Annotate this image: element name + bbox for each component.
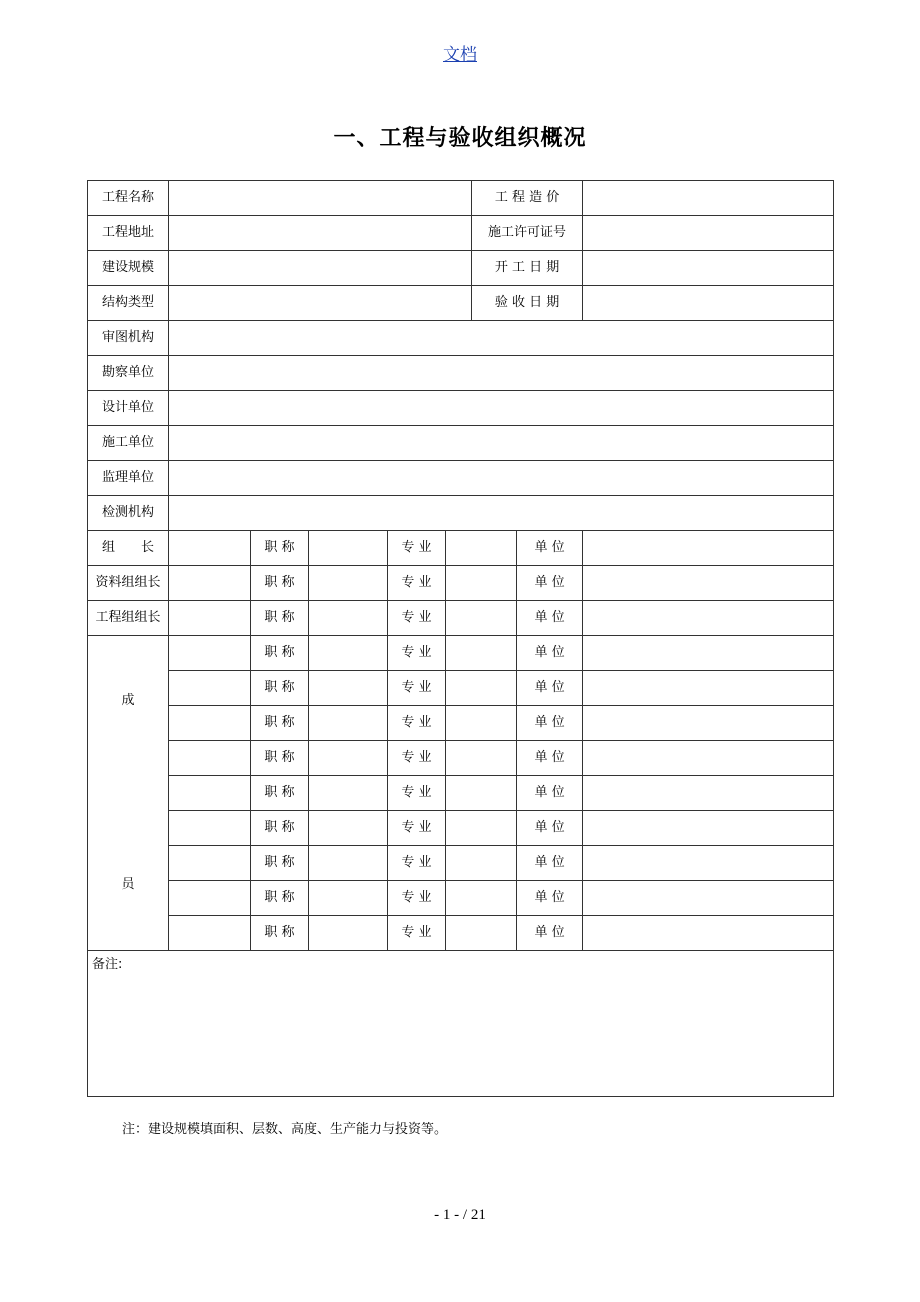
label-unit: 单 位: [517, 531, 583, 566]
member-row: [88, 671, 834, 706]
row-remark: [88, 951, 834, 1097]
input-member-name[interactable]: [169, 916, 251, 951]
row-construction-scale: [88, 251, 834, 286]
input-member-name[interactable]: [169, 706, 251, 741]
members-label-bottom: 员: [121, 877, 135, 893]
member-row: [88, 636, 834, 671]
row-supervision-unit: [88, 461, 834, 496]
label-engineering-leader: 工程组组长: [88, 601, 169, 636]
member-row: [88, 811, 834, 846]
input-permit-number[interactable]: [583, 216, 834, 251]
label-title: 职 称: [251, 881, 309, 916]
input-structure-type[interactable]: [169, 286, 472, 321]
members-label-stack: [88, 693, 168, 893]
input-design-unit[interactable]: [169, 391, 834, 426]
row-engineering-leader: [88, 601, 834, 636]
input-leader-unit[interactable]: [583, 531, 834, 566]
input-member-unit[interactable]: [583, 636, 834, 671]
input-project-address[interactable]: [169, 216, 472, 251]
input-member-title[interactable]: [309, 916, 388, 951]
input-member-specialty[interactable]: [446, 881, 517, 916]
input-member-name[interactable]: [169, 846, 251, 881]
input-doc-leader-name[interactable]: [169, 566, 251, 601]
input-doc-leader-title[interactable]: [309, 566, 388, 601]
label-team-leader: 组 长: [88, 531, 169, 566]
row-testing-agency: [88, 496, 834, 531]
label-supervision-unit: 监理单位: [88, 461, 169, 496]
remark-cell[interactable]: [88, 951, 834, 1097]
label-start-date: 开 工 日 期: [472, 251, 583, 286]
label-title: 职 称: [251, 601, 309, 636]
label-unit: 单 位: [517, 811, 583, 846]
input-member-unit[interactable]: [583, 706, 834, 741]
label-testing-agency: 检测机构: [88, 496, 169, 531]
input-member-title[interactable]: [309, 671, 388, 706]
label-members: [88, 636, 169, 951]
label-project-address: 工程地址: [88, 216, 169, 251]
label-unit: 单 位: [517, 846, 583, 881]
page-title: 一、工程与验收组织概况: [333, 126, 587, 151]
label-permit-number: 施工许可证号: [472, 216, 583, 251]
label-unit: 单 位: [517, 706, 583, 741]
input-eng-leader-name[interactable]: [169, 601, 251, 636]
label-specialty: 专 业: [388, 811, 446, 846]
input-project-name[interactable]: [169, 181, 472, 216]
input-member-specialty[interactable]: [446, 846, 517, 881]
label-title: 职 称: [251, 776, 309, 811]
input-member-title[interactable]: [309, 846, 388, 881]
input-member-title[interactable]: [309, 636, 388, 671]
input-construction-scale[interactable]: [169, 251, 472, 286]
label-document-leader: 资料组组长: [88, 566, 169, 601]
remark-label: 备注:: [92, 957, 123, 972]
input-drawing-review[interactable]: [169, 321, 834, 356]
input-supervision-unit[interactable]: [169, 461, 834, 496]
label-project-name: 工程名称: [88, 181, 169, 216]
label-title: 职 称: [251, 671, 309, 706]
row-construction-unit: [88, 426, 834, 461]
label-title: 职 称: [251, 531, 309, 566]
label-unit: 单 位: [517, 566, 583, 601]
input-project-cost[interactable]: [583, 181, 834, 216]
member-row: [88, 846, 834, 881]
label-title: 职 称: [251, 636, 309, 671]
input-member-name[interactable]: [169, 636, 251, 671]
label-unit: 单 位: [517, 636, 583, 671]
label-specialty: 专 业: [388, 601, 446, 636]
input-member-title[interactable]: [309, 811, 388, 846]
input-member-name[interactable]: [169, 671, 251, 706]
member-row: [88, 741, 834, 776]
input-member-specialty[interactable]: [446, 671, 517, 706]
label-survey-unit: 勘察单位: [88, 356, 169, 391]
page-number: - 1 - / 21: [434, 1207, 486, 1223]
label-specialty: 专 业: [388, 636, 446, 671]
label-specialty: 专 业: [388, 776, 446, 811]
input-leader-name[interactable]: [169, 531, 251, 566]
input-member-unit[interactable]: [583, 811, 834, 846]
row-design-unit: [88, 391, 834, 426]
label-specialty: 专 业: [388, 671, 446, 706]
label-specialty: 专 业: [388, 706, 446, 741]
input-member-unit[interactable]: [583, 776, 834, 811]
member-row: [88, 881, 834, 916]
input-member-name[interactable]: [169, 811, 251, 846]
label-title: 职 称: [251, 706, 309, 741]
input-eng-leader-specialty[interactable]: [446, 601, 517, 636]
row-project-name: [88, 181, 834, 216]
input-member-title[interactable]: [309, 881, 388, 916]
input-member-name[interactable]: [169, 881, 251, 916]
input-eng-leader-title[interactable]: [309, 601, 388, 636]
input-member-title[interactable]: [309, 776, 388, 811]
input-construction-unit[interactable]: [169, 426, 834, 461]
input-start-date[interactable]: [583, 251, 834, 286]
member-row: [88, 706, 834, 741]
input-member-specialty[interactable]: [446, 741, 517, 776]
label-unit: 单 位: [517, 671, 583, 706]
label-specialty: 专 业: [388, 566, 446, 601]
member-row: [88, 776, 834, 811]
input-member-name[interactable]: [169, 776, 251, 811]
label-specialty: 专 业: [388, 741, 446, 776]
input-survey-unit[interactable]: [169, 356, 834, 391]
label-specialty: 专 业: [388, 881, 446, 916]
project-form-table: [87, 180, 834, 1097]
row-project-address: [88, 216, 834, 251]
label-unit: 单 位: [517, 881, 583, 916]
footnote: 注：建设规模填面积、层数、高度、生产能力与投资等。: [122, 1122, 448, 1137]
input-member-specialty[interactable]: [446, 776, 517, 811]
row-team-leader: [88, 531, 834, 566]
members-label-top: 成: [121, 693, 135, 708]
input-member-unit[interactable]: [583, 916, 834, 951]
row-structure-type: [88, 286, 834, 321]
member-row: [88, 916, 834, 951]
input-member-title[interactable]: [309, 741, 388, 776]
label-unit: 单 位: [517, 741, 583, 776]
label-unit: 单 位: [517, 601, 583, 636]
label-specialty: 专 业: [388, 531, 446, 566]
label-specialty: 专 业: [388, 916, 446, 951]
input-doc-leader-specialty[interactable]: [446, 566, 517, 601]
input-leader-specialty[interactable]: [446, 531, 517, 566]
row-document-leader: [88, 566, 834, 601]
row-survey-unit: [88, 356, 834, 391]
label-structure-type: 结构类型: [88, 286, 169, 321]
input-member-specialty[interactable]: [446, 706, 517, 741]
input-member-specialty[interactable]: [446, 636, 517, 671]
row-drawing-review: [88, 321, 834, 356]
input-eng-leader-unit[interactable]: [583, 601, 834, 636]
label-project-cost: 工 程 造 价: [472, 181, 583, 216]
label-title: 职 称: [251, 741, 309, 776]
label-title: 职 称: [251, 811, 309, 846]
label-acceptance-date: 验 收 日 期: [472, 286, 583, 321]
input-acceptance-date[interactable]: [583, 286, 834, 321]
input-member-unit[interactable]: [583, 671, 834, 706]
input-member-unit[interactable]: [583, 741, 834, 776]
input-member-title[interactable]: [309, 706, 388, 741]
label-unit: 单 位: [517, 916, 583, 951]
input-leader-title[interactable]: [309, 531, 388, 566]
label-title: 职 称: [251, 846, 309, 881]
input-member-specialty[interactable]: [446, 811, 517, 846]
label-specialty: 专 业: [388, 846, 446, 881]
input-doc-leader-unit[interactable]: [583, 566, 834, 601]
label-construction-scale: 建设规模: [88, 251, 169, 286]
label-design-unit: 设计单位: [88, 391, 169, 426]
label-title: 职 称: [251, 566, 309, 601]
input-member-unit[interactable]: [583, 846, 834, 881]
input-member-unit[interactable]: [583, 881, 834, 916]
label-construction-unit: 施工单位: [88, 426, 169, 461]
header-link[interactable]: 文档: [443, 45, 477, 65]
label-unit: 单 位: [517, 776, 583, 811]
input-member-specialty[interactable]: [446, 916, 517, 951]
input-testing-agency[interactable]: [169, 496, 834, 531]
input-member-name[interactable]: [169, 741, 251, 776]
label-title: 职 称: [251, 916, 309, 951]
label-drawing-review: 审图机构: [88, 321, 169, 356]
